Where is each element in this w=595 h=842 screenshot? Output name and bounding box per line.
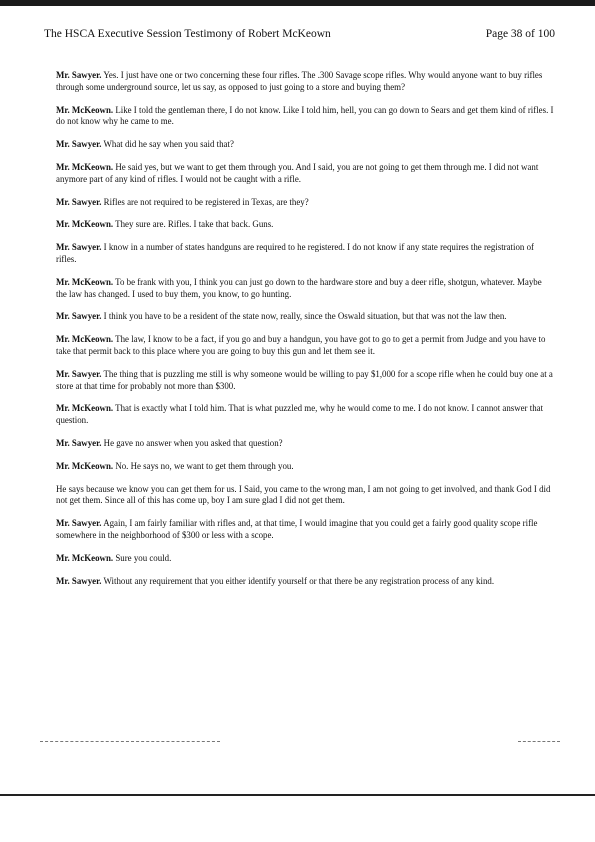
statement-text: They sure are. Rifles. I take that back. Guns. bbox=[115, 219, 274, 230]
speaker-label: Mr. McKeown. bbox=[56, 334, 114, 345]
speaker-label: Mr. Sawyer. bbox=[56, 311, 102, 322]
statement-text: Without any requirement that you either identify yourself or that there be any registration process of any kind. bbox=[103, 575, 495, 586]
transcript-paragraph bbox=[56, 576, 554, 588]
transcript-paragraph bbox=[56, 219, 554, 231]
document-title: The HSCA Executive Session Testimony of Robert McKeown bbox=[44, 28, 331, 40]
statement-text: Rifles are not required to be registered in Texas, are they? bbox=[103, 196, 309, 207]
statement-text: Sure you could. bbox=[115, 552, 172, 563]
top-border-rule bbox=[0, 0, 595, 6]
testimony-transcript bbox=[56, 70, 554, 598]
statement-text: What did he say when you said that? bbox=[103, 139, 234, 150]
speaker-label: Mr. Sawyer. bbox=[56, 518, 102, 529]
statement-text: Yes. I just have one or two concerning these four rifles. The .300 Savage scope rifles. Why would anyone want to buy rifles through some underground source, let us say, as opposed to just going to a store and buying them? bbox=[56, 70, 543, 92]
transcript-paragraph bbox=[56, 553, 554, 565]
footer-dashed-rule-right bbox=[518, 741, 560, 742]
speaker-label: Mr. McKeown. bbox=[56, 219, 114, 230]
transcript-paragraph bbox=[56, 438, 554, 450]
statement-text: To be frank with you, I think you can just go down to the hardware store and buy a deer rifle, shotgun, whatever. Maybe the law has changed. I used to buy them, you know, to go hunting. bbox=[56, 276, 542, 299]
transcript-paragraph bbox=[56, 162, 554, 186]
statement-text: The law, I know to be a fact, if you go and buy a handgun, you have got to go to get a permit from Judge and you have to take that permit back to this place where you are going to buy this gun and let them see it. bbox=[56, 334, 546, 356]
transcript-paragraph bbox=[56, 242, 554, 266]
speaker-label: Mr. Sawyer. bbox=[56, 196, 102, 207]
transcript-paragraph bbox=[56, 484, 554, 508]
bottom-border-rule bbox=[0, 794, 595, 796]
speaker-label: Mr. McKeown. bbox=[56, 104, 114, 115]
speaker-label: Mr. Sawyer. bbox=[56, 242, 102, 253]
statement-text: The thing that is puzzling me still is why someone would be willing to pay $1,000 for a scope rifle when he could buy one at a store at that time for probably not more than $300. bbox=[56, 368, 553, 391]
statement-text: He gave no answer when you asked that question? bbox=[103, 437, 283, 448]
transcript-paragraph bbox=[56, 105, 554, 129]
statement-text: That is exactly what I told him. That is what puzzled me, why he would come to me. I do not know. I cannot answer that question. bbox=[56, 403, 544, 426]
transcript-paragraph bbox=[56, 139, 554, 151]
statement-text: He said yes, but we want to get them through you. And I said, you are not going to get them through me. I did not want anymore part of any kind of rifles. I would not be caught with a rifle. bbox=[56, 161, 539, 184]
speaker-label: Mr. Sawyer. bbox=[56, 70, 102, 80]
speaker-label: Mr. McKeown. bbox=[56, 403, 114, 414]
speaker-label: Mr. McKeown. bbox=[56, 552, 114, 563]
statement-text: Again, I am fairly familiar with rifles and, at that time, I would imagine that you could get a fairly good quality scope rifle somewhere in the neighborhood of $300 or less with a scope. bbox=[56, 518, 538, 540]
transcript-paragraph bbox=[56, 277, 554, 301]
speaker-label: Mr. McKeown. bbox=[56, 460, 114, 471]
speaker-label: Mr. McKeown. bbox=[56, 161, 114, 172]
statement-text: Like I told the gentleman there, I do not know. Like I told him, hell, you can go down to Sears and get them kind of rifles. I do not know why he came to me. bbox=[56, 104, 554, 127]
transcript-paragraph bbox=[56, 369, 554, 393]
transcript-paragraph bbox=[56, 461, 554, 473]
transcript-paragraph bbox=[56, 311, 554, 323]
speaker-label: Mr. Sawyer. bbox=[56, 139, 102, 150]
speaker-label: Mr. Sawyer. bbox=[56, 575, 102, 586]
statement-text: I think you have to be a resident of the state now, really, since the Oswald situation, but that was not the law then. bbox=[103, 311, 507, 322]
page-header bbox=[44, 27, 555, 41]
statement-text: I know in a number of states handguns are required to he registered. I do not know if any state requires the registration of rifles. bbox=[56, 242, 534, 264]
transcript-paragraph bbox=[56, 197, 554, 209]
page-number: Page 38 of 100 bbox=[485, 28, 555, 40]
transcript-paragraph bbox=[56, 403, 554, 427]
speaker-label: Mr. Sawyer. bbox=[56, 368, 102, 379]
transcript-paragraph bbox=[56, 334, 554, 358]
transcript-paragraph bbox=[56, 518, 554, 542]
speaker-label: Mr. Sawyer. bbox=[56, 437, 102, 448]
statement-text: No. He says no, we want to get them through you. bbox=[115, 460, 294, 471]
transcript-paragraph bbox=[56, 70, 554, 94]
statement-text: He says because we know you can get them for us. I Said, you came to the wrong man, I am not going to get involved, and thank God I did not get them. Since all of this has come up, boy I am sure glad I did not get them. bbox=[56, 483, 551, 506]
speaker-label: Mr. McKeown. bbox=[56, 276, 114, 287]
footer-dashed-rule-left bbox=[40, 741, 220, 742]
